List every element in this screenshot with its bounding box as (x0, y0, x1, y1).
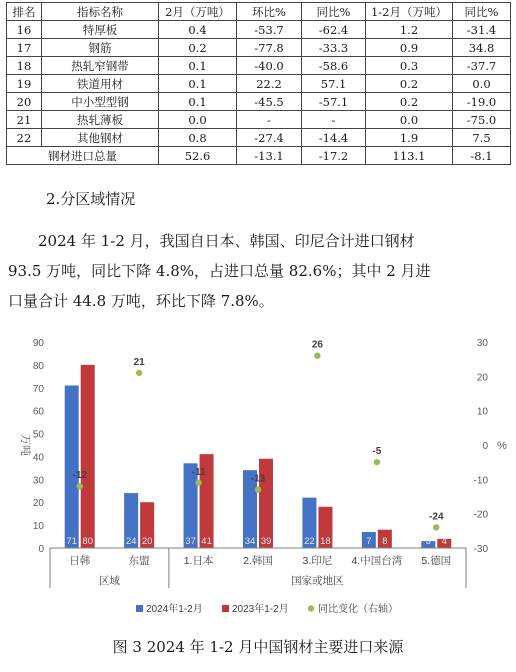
bar-data-label: 34 (244, 536, 256, 547)
table-cell: 7.5 (453, 129, 511, 147)
table-cell: 0.2 (366, 75, 453, 93)
bar-data-label: 37 (185, 536, 196, 547)
table-row (7, 57, 511, 75)
body-paragraph (8, 226, 508, 316)
y-axis-title: 万吨 (19, 434, 31, 456)
table-cell: 其他钢材 (42, 129, 159, 147)
table-cell: 22.2 (237, 75, 302, 93)
bar-data-label: 8 (382, 536, 388, 547)
y2-axis-title: % (497, 440, 507, 452)
legend-label: 2023年1-2月 (232, 604, 289, 615)
y-tick-label: 30 (32, 475, 44, 487)
y2-tick-label: 20 (476, 372, 488, 384)
table-row (7, 21, 511, 39)
bar-data-label: 71 (66, 536, 78, 547)
table-cell: 21 (7, 111, 42, 129)
x-tick-label: 日韩 (69, 555, 91, 567)
table-cell: -37.7 (453, 57, 511, 75)
paragraph-line: 2024 年 1-2 月，我国自日本、韩国、印尼合计进口钢材 (38, 232, 415, 250)
table-cell: 19 (7, 75, 42, 93)
y-tick-label: 20 (32, 498, 44, 510)
yoy-point (374, 459, 380, 465)
bar-2023 (259, 459, 273, 548)
bar-data-label: 4 (441, 536, 447, 547)
y2-tick-label: 0 (482, 441, 488, 452)
paragraph-line: 93.5 万吨，同比下降 4.8%，占进口总量 82.6%；其中 2 月进 (8, 262, 431, 280)
table-row (7, 39, 511, 57)
table-cell: 1.9 (366, 129, 453, 147)
bar-data-label: 18 (320, 536, 331, 547)
legend-label: 2024年1-2月 (146, 604, 203, 615)
column-header: 排名 (7, 3, 42, 21)
table-cell: -13.1 (237, 147, 302, 165)
table-cell: 铁道用材 (42, 75, 159, 93)
bar-data-label: 24 (125, 536, 137, 547)
table-cell: 16 (7, 21, 42, 39)
x-tick-label: 1.日本 (183, 555, 214, 567)
table-cell: -40.0 (237, 57, 302, 75)
group-label: 区域 (98, 575, 120, 587)
paragraph-line: 口量合计 44.8 万吨，环比下降 7.8%。 (8, 292, 274, 310)
total-label: 钢材进口总量 (7, 147, 159, 165)
table-cell: -33.3 (302, 39, 366, 57)
table-row (7, 111, 511, 129)
y2-tick-label: 10 (476, 406, 488, 418)
yoy-data-label: -5 (372, 446, 382, 458)
table-row (7, 93, 511, 111)
import-sources-chart (0, 326, 516, 626)
table-cell: 0.0 (453, 75, 511, 93)
y-tick-label: 60 (32, 406, 44, 418)
table-total-row (7, 147, 511, 165)
y-tick-label: 10 (32, 521, 44, 533)
x-tick-label: 3.印尼 (302, 555, 333, 567)
y2-tick-label: 30 (476, 338, 488, 349)
table-cell: 0.0 (159, 111, 237, 129)
yoy-data-label: 26 (311, 339, 323, 351)
table-cell: -57.1 (302, 93, 366, 111)
table-cell: 中小型型钢 (42, 93, 159, 111)
table-cell: - (302, 111, 366, 129)
table-cell: 0.9 (366, 39, 453, 57)
table-cell: 34.8 (453, 39, 511, 57)
x-tick-label: 东盟 (128, 555, 150, 567)
table-header-row (7, 3, 511, 21)
figure-caption: 图 3 2024 年 1-2 月中国钢材主要进口来源 (112, 638, 404, 656)
table-cell: 0.0 (366, 111, 453, 129)
y-tick-label: 70 (32, 383, 44, 395)
table-cell: -14.4 (302, 129, 366, 147)
yoy-data-label: -24 (429, 511, 444, 523)
table-cell: -45.5 (237, 93, 302, 111)
bar-2024 (65, 385, 79, 548)
table-cell: 0.2 (159, 39, 237, 57)
table-cell: -77.8 (237, 39, 302, 57)
yoy-data-label: -13 (250, 473, 266, 485)
bar-data-label: 41 (201, 536, 212, 547)
legend-swatch (136, 605, 143, 612)
table-cell: 0.4 (159, 21, 237, 39)
column-header: 指标名称 (42, 3, 159, 21)
table-cell: -58.6 (302, 57, 366, 75)
table-cell: 52.6 (159, 147, 237, 165)
table-cell: 17 (7, 39, 42, 57)
table-row (7, 75, 511, 93)
bar-data-label: 20 (141, 536, 153, 547)
y2-tick-label: -30 (473, 544, 488, 555)
column-header: 环比% (237, 3, 302, 21)
yoy-point (195, 480, 201, 486)
x-tick-label: 2.韩国 (243, 555, 273, 567)
bar-data-label: 3 (425, 536, 431, 547)
table-cell: 57.1 (302, 75, 366, 93)
yoy-data-label: 21 (133, 356, 145, 368)
table-cell: - (237, 111, 302, 129)
table-cell: 钢筋 (42, 39, 159, 57)
column-header: 2月（万吨） (159, 3, 237, 21)
y-tick-label: 50 (32, 429, 44, 441)
yoy-point (136, 370, 142, 376)
table-cell: 1.2 (366, 21, 453, 39)
column-header: 同比% (302, 3, 366, 21)
table-cell: 20 (7, 93, 42, 111)
section-title: 2.分区域情况 (46, 190, 136, 208)
bar-2023 (81, 365, 95, 548)
table-cell: -19.0 (453, 93, 511, 111)
table-cell: -8.1 (453, 147, 511, 165)
y-tick-label: 90 (32, 338, 44, 349)
table-cell: -53.7 (237, 21, 302, 39)
y-tick-label: 80 (32, 360, 44, 372)
table-cell: 113.1 (366, 147, 453, 165)
yoy-data-label: -12 (72, 470, 87, 482)
yoy-point (77, 483, 83, 489)
table-cell: -17.2 (302, 147, 366, 165)
table-cell: 0.1 (159, 93, 237, 111)
y-tick-label: 0 (38, 544, 44, 555)
yoy-data-label: -11 (191, 466, 206, 478)
table-cell: -27.4 (237, 129, 302, 147)
table-cell: -31.4 (453, 21, 511, 39)
table-cell: 热轧窄钢带 (42, 57, 159, 75)
yoy-point (255, 486, 261, 492)
x-tick-label: 4.中国台湾 (351, 555, 403, 567)
group-label: 国家或地区 (291, 575, 344, 587)
bar-data-label: 39 (260, 536, 272, 547)
y2-tick-label: -10 (473, 475, 488, 487)
yoy-point (433, 524, 439, 530)
legend-label: 同比变化（右轴） (318, 604, 398, 615)
yoy-point (314, 353, 320, 359)
bar-data-label: 22 (304, 536, 315, 547)
bar-data-label: 7 (366, 536, 372, 547)
table-cell: 0.3 (366, 57, 453, 75)
table-cell: 22 (7, 129, 42, 147)
table-cell: 0.1 (159, 57, 237, 75)
import-table (6, 2, 511, 165)
column-header: 同比% (453, 3, 511, 21)
table-cell: 18 (7, 57, 42, 75)
legend-swatch (222, 605, 229, 612)
bar-data-label: 80 (82, 536, 94, 547)
table-cell: 0.2 (366, 93, 453, 111)
table-cell: 特厚板 (42, 21, 159, 39)
table-cell: 0.1 (159, 75, 237, 93)
y-tick-label: 40 (32, 452, 44, 464)
table-cell: -75.0 (453, 111, 511, 129)
legend-swatch (308, 605, 314, 611)
table-cell: -62.4 (302, 21, 366, 39)
table-row (7, 129, 511, 147)
y2-tick-label: -20 (473, 509, 488, 521)
column-header: 1-2月（万吨） (366, 3, 453, 21)
x-tick-label: 5.德国 (421, 555, 452, 567)
table-cell: 0.8 (159, 129, 237, 147)
table-cell: 热轧薄板 (42, 111, 159, 129)
